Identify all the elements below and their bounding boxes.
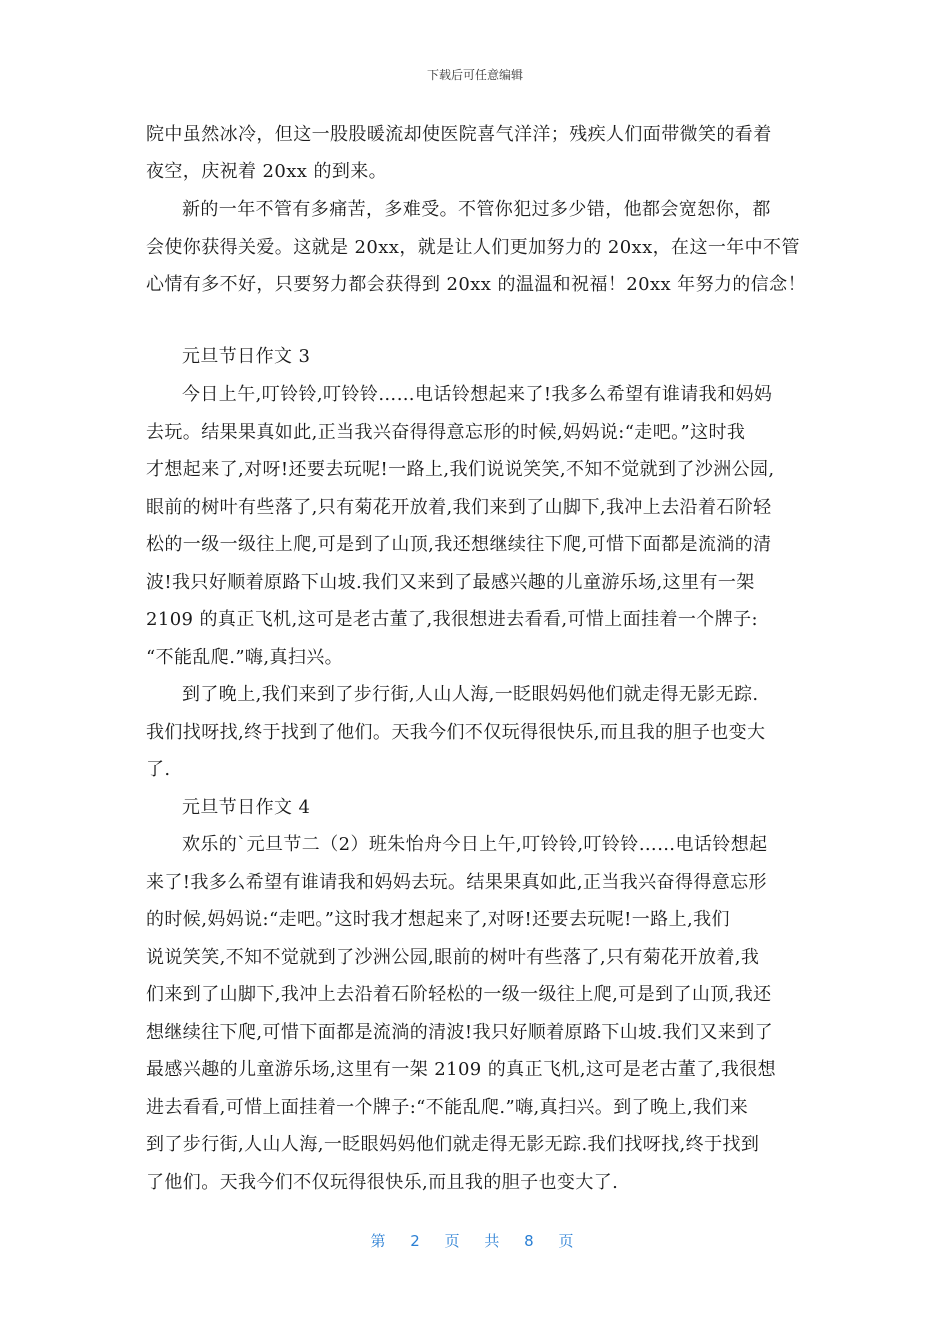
text-line: 说说笑笑,不知不觉就到了沙洲公园,眼前的树叶有些落了,只有菊花开放着,我 bbox=[146, 947, 760, 968]
text-line: 院中虽然冰冷，但这一股股暖流却使医院喜气洋洋；残疾人们面带微笑的看着 bbox=[146, 124, 772, 145]
text-line: 去玩。结果果真如此,正当我兴奋得得意忘形的时候,妈妈说:“走吧。”这时我 bbox=[146, 422, 746, 443]
text-line: 夜空，庆祝着 20xx 的到来。 bbox=[146, 161, 388, 182]
text-line: 想继续往下爬,可惜下面都是流淌的清波!我只好顺着原路下山坡.我们又来到了 bbox=[146, 1022, 774, 1043]
text-line: 眼前的树叶有些落了,只有菊花开放着,我们来到了山脚下,我冲上去沿着石阶轻 bbox=[146, 497, 772, 518]
text-line: 2109 的真正飞机,这可是老古董了,我很想进去看看,可惜上面挂着一个牌子: bbox=[146, 609, 758, 630]
text-line: “不能乱爬.”嗨,真扫兴。 bbox=[146, 647, 344, 668]
text-line: 今日上午,叮铃铃,叮铃铃……电话铃想起来了!我多么希望有谁请我和妈妈 bbox=[182, 384, 773, 405]
page-number-footer: 第 2 页 共 8 页 bbox=[370, 1232, 580, 1250]
text-line: 到了晚上,我们来到了步行街,人山人海,一眨眼妈妈他们就走得无影无踪. bbox=[182, 684, 759, 705]
header-note: 下载后可任意编辑 bbox=[426, 68, 523, 82]
text-line: 会使你获得关爱。这就是 20xx，就是让人们更加努力的 20xx，在这一年中不管 bbox=[146, 237, 800, 258]
text-line: 欢乐的`元旦节二（2）班朱怡舟今日上午,叮铃铃,叮铃铃……电话铃想起 bbox=[182, 834, 768, 855]
text-line: 来了!我多么希望有谁请我和妈妈去玩。结果果真如此,正当我兴奋得得意忘形 bbox=[146, 872, 767, 893]
text-line: 才想起来了,对呀!还要去玩呢!一路上,我们说说笑笑,不知不觉就到了沙洲公园, bbox=[146, 459, 775, 480]
text-line: 最感兴趣的儿童游乐场,这里有一架 2109 的真正飞机,这可是老古董了,我很想 bbox=[146, 1059, 777, 1080]
section-title: 元旦节日作文 3 bbox=[182, 346, 311, 367]
text-line: 进去看看,可惜上面挂着一个牌子:“不能乱爬.”嗨,真扫兴。到了晚上,我们来 bbox=[146, 1097, 749, 1118]
text-line: 了他们。天我今们不仅玩得很快乐,而且我的胆子也变大了. bbox=[146, 1172, 619, 1193]
text-line: 了. bbox=[146, 759, 171, 780]
text-line: 们来到了山脚下,我冲上去沿着石阶轻松的一级一级往上爬,可是到了山顶,我还 bbox=[146, 984, 772, 1005]
text-line: 新的一年不管有多痛苦，多难受。不管你犯过多少错，他都会宽恕你，都 bbox=[182, 199, 771, 220]
text-line: 松的一级一级往上爬,可是到了山顶,我还想继续往下爬,可惜下面都是流淌的清 bbox=[146, 534, 772, 555]
text-line: 波!我只好顺着原路下山坡.我们又来到了最感兴趣的儿童游乐场,这里有一架 bbox=[146, 572, 755, 593]
text-line: 的时候,妈妈说:“走吧。”这时我才想起来了,对呀!还要去玩呢!一路上,我们 bbox=[146, 909, 730, 930]
section-title: 元旦节日作文 4 bbox=[182, 797, 311, 818]
text-line: 心情有多不好，只要努力都会获得到 20xx 的温温和祝福！20xx 年努力的信念！ bbox=[146, 274, 806, 295]
text-line: 我们找呀找,终于找到了他们。天我今们不仅玩得很快乐,而且我的胆子也变大 bbox=[146, 722, 766, 743]
text-line: 到了步行街,人山人海,一眨眼妈妈他们就走得无影无踪.我们找呀找,终于找到 bbox=[146, 1134, 760, 1155]
